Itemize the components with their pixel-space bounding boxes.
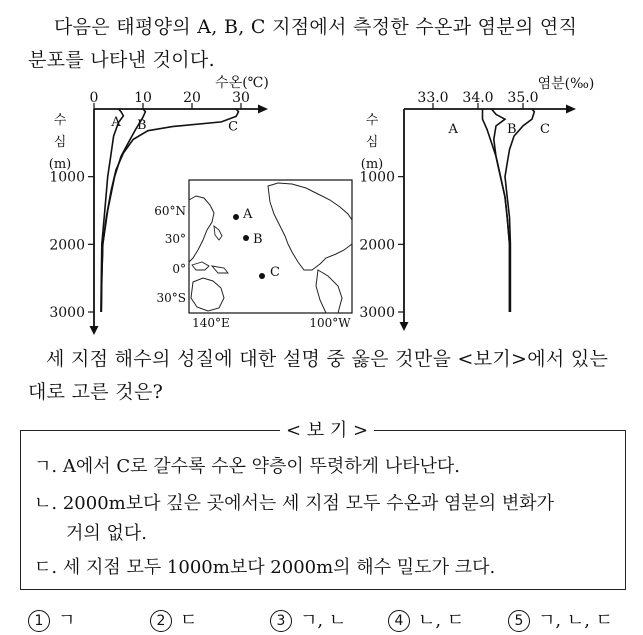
- temp-series-label-a: A: [111, 114, 121, 130]
- choice-3[interactable]: [270, 606, 346, 632]
- bogi-item-2-cont: 거의 없다.: [66, 523, 147, 544]
- bogi-item-1: ㄱ. A에서 C로 갈수록 수온 약층이 뚜렷하게 나타난다.: [34, 456, 461, 477]
- lon-label-140e: 140°E: [192, 316, 230, 330]
- lon-label-100w: 100°W: [309, 316, 351, 330]
- sal-ytick-label: 3000: [359, 305, 395, 321]
- temp-series-label-c: C: [228, 119, 239, 135]
- bogi-item-2: ㄴ. 2000m보다 깊은 곳에서는 세 지점 모두 수온과 염분의 변화가: [34, 493, 555, 514]
- temp-y-axis-arrow: [90, 326, 99, 335]
- station-c-dot: [259, 273, 265, 279]
- choice-2-text: ㄷ: [180, 610, 198, 631]
- choice-3-text: ㄱ, ㄴ: [300, 610, 347, 631]
- sal-series-label-b: B: [507, 122, 517, 138]
- sal-series-b: [492, 109, 510, 312]
- station-b-label: B: [253, 232, 263, 247]
- choice-4-text: ㄴ, ㄷ: [418, 610, 465, 631]
- lat-label-60n: 60°N: [154, 204, 186, 218]
- choice-5-number: 5: [508, 610, 530, 632]
- sal-ylabel-char: (m): [360, 157, 384, 172]
- sal-x-axis-arrow: [566, 105, 576, 114]
- sal-series-a: [483, 109, 510, 312]
- salinity-chart: [359, 75, 594, 331]
- prompt-line-1: 세 지점 해수의 성질에 대한 설명 중 옳은 것만을 <보기>에서 있는: [46, 348, 609, 370]
- choice-1[interactable]: [28, 606, 75, 632]
- choice-3-number: 3: [270, 610, 292, 632]
- choice-2[interactable]: [150, 606, 197, 632]
- lat-label-30s: 30°S: [156, 291, 186, 305]
- choice-4[interactable]: [388, 606, 464, 632]
- bogi-title: < 보 기 >: [280, 421, 374, 441]
- sal-y-axis-arrow: [400, 322, 409, 331]
- sal-xlabel: 염분(‰): [537, 76, 595, 92]
- station-b-dot: [243, 235, 249, 241]
- sal-ytick-label: 2000: [359, 237, 395, 254]
- sal-ylabel-char: 수: [365, 113, 379, 128]
- sal-xtick-label: 33.0: [417, 90, 449, 106]
- sal-series-label-c: C: [540, 122, 550, 138]
- temp-ytick-label: 2000: [49, 237, 85, 254]
- intro-line-2: 분포를 나타낸 것이다.: [28, 49, 215, 71]
- temp-xtick-label: 20: [183, 90, 201, 106]
- temp-xtick-label: 0: [89, 90, 99, 106]
- prompt-line-2: 대로 고른 것은?: [28, 381, 164, 403]
- choice-1-text: ㄱ: [58, 610, 76, 631]
- temp-x-axis-arrow: [258, 105, 268, 114]
- choice-5-text: ㄱ, ㄴ, ㄷ: [538, 610, 614, 631]
- temp-ytick-label: 3000: [49, 305, 85, 321]
- lat-label-30: 30°: [164, 232, 186, 246]
- temp-xlabel: 수온(℃): [215, 75, 269, 91]
- sal-xtick-label: 34.0: [462, 90, 494, 106]
- choice-4-number: 4: [388, 610, 410, 632]
- sal-ylabel-char: 심: [365, 135, 379, 150]
- intro-line-1: 다음은 태평양의 A, B, C 지점에서 측정한 수온과 염분의 연직: [54, 16, 578, 38]
- choice-5[interactable]: [508, 606, 613, 632]
- map-frame: [189, 180, 352, 313]
- temp-ylabel-char: 심: [53, 135, 67, 150]
- temp-xtick-label: 30: [232, 90, 250, 106]
- bogi-item-3: ㄷ. 세 지점 모두 1000m보다 2000m의 해수 밀도가 크다.: [34, 557, 496, 578]
- choice-2-number: 2: [150, 610, 172, 632]
- station-a-dot: [233, 214, 239, 220]
- temp-ylabel-char: (m): [48, 157, 72, 172]
- sal-series-label-a: A: [448, 122, 458, 138]
- temp-ylabel-char: 수: [53, 113, 67, 128]
- sal-ytick-label: 1000: [359, 169, 395, 186]
- choice-1-number: 1: [28, 610, 50, 632]
- temp-xtick-label: 10: [134, 90, 152, 106]
- temp-series-label-b: B: [137, 118, 147, 134]
- temp-series-a: [101, 109, 124, 312]
- sal-xtick-label: 35.0: [507, 90, 539, 106]
- temp-ytick-label: 1000: [49, 169, 85, 186]
- station-a-label: A: [243, 207, 253, 222]
- station-c-label: C: [270, 265, 280, 280]
- lat-label-0: 0°: [172, 262, 186, 276]
- pacific-map: [154, 180, 352, 330]
